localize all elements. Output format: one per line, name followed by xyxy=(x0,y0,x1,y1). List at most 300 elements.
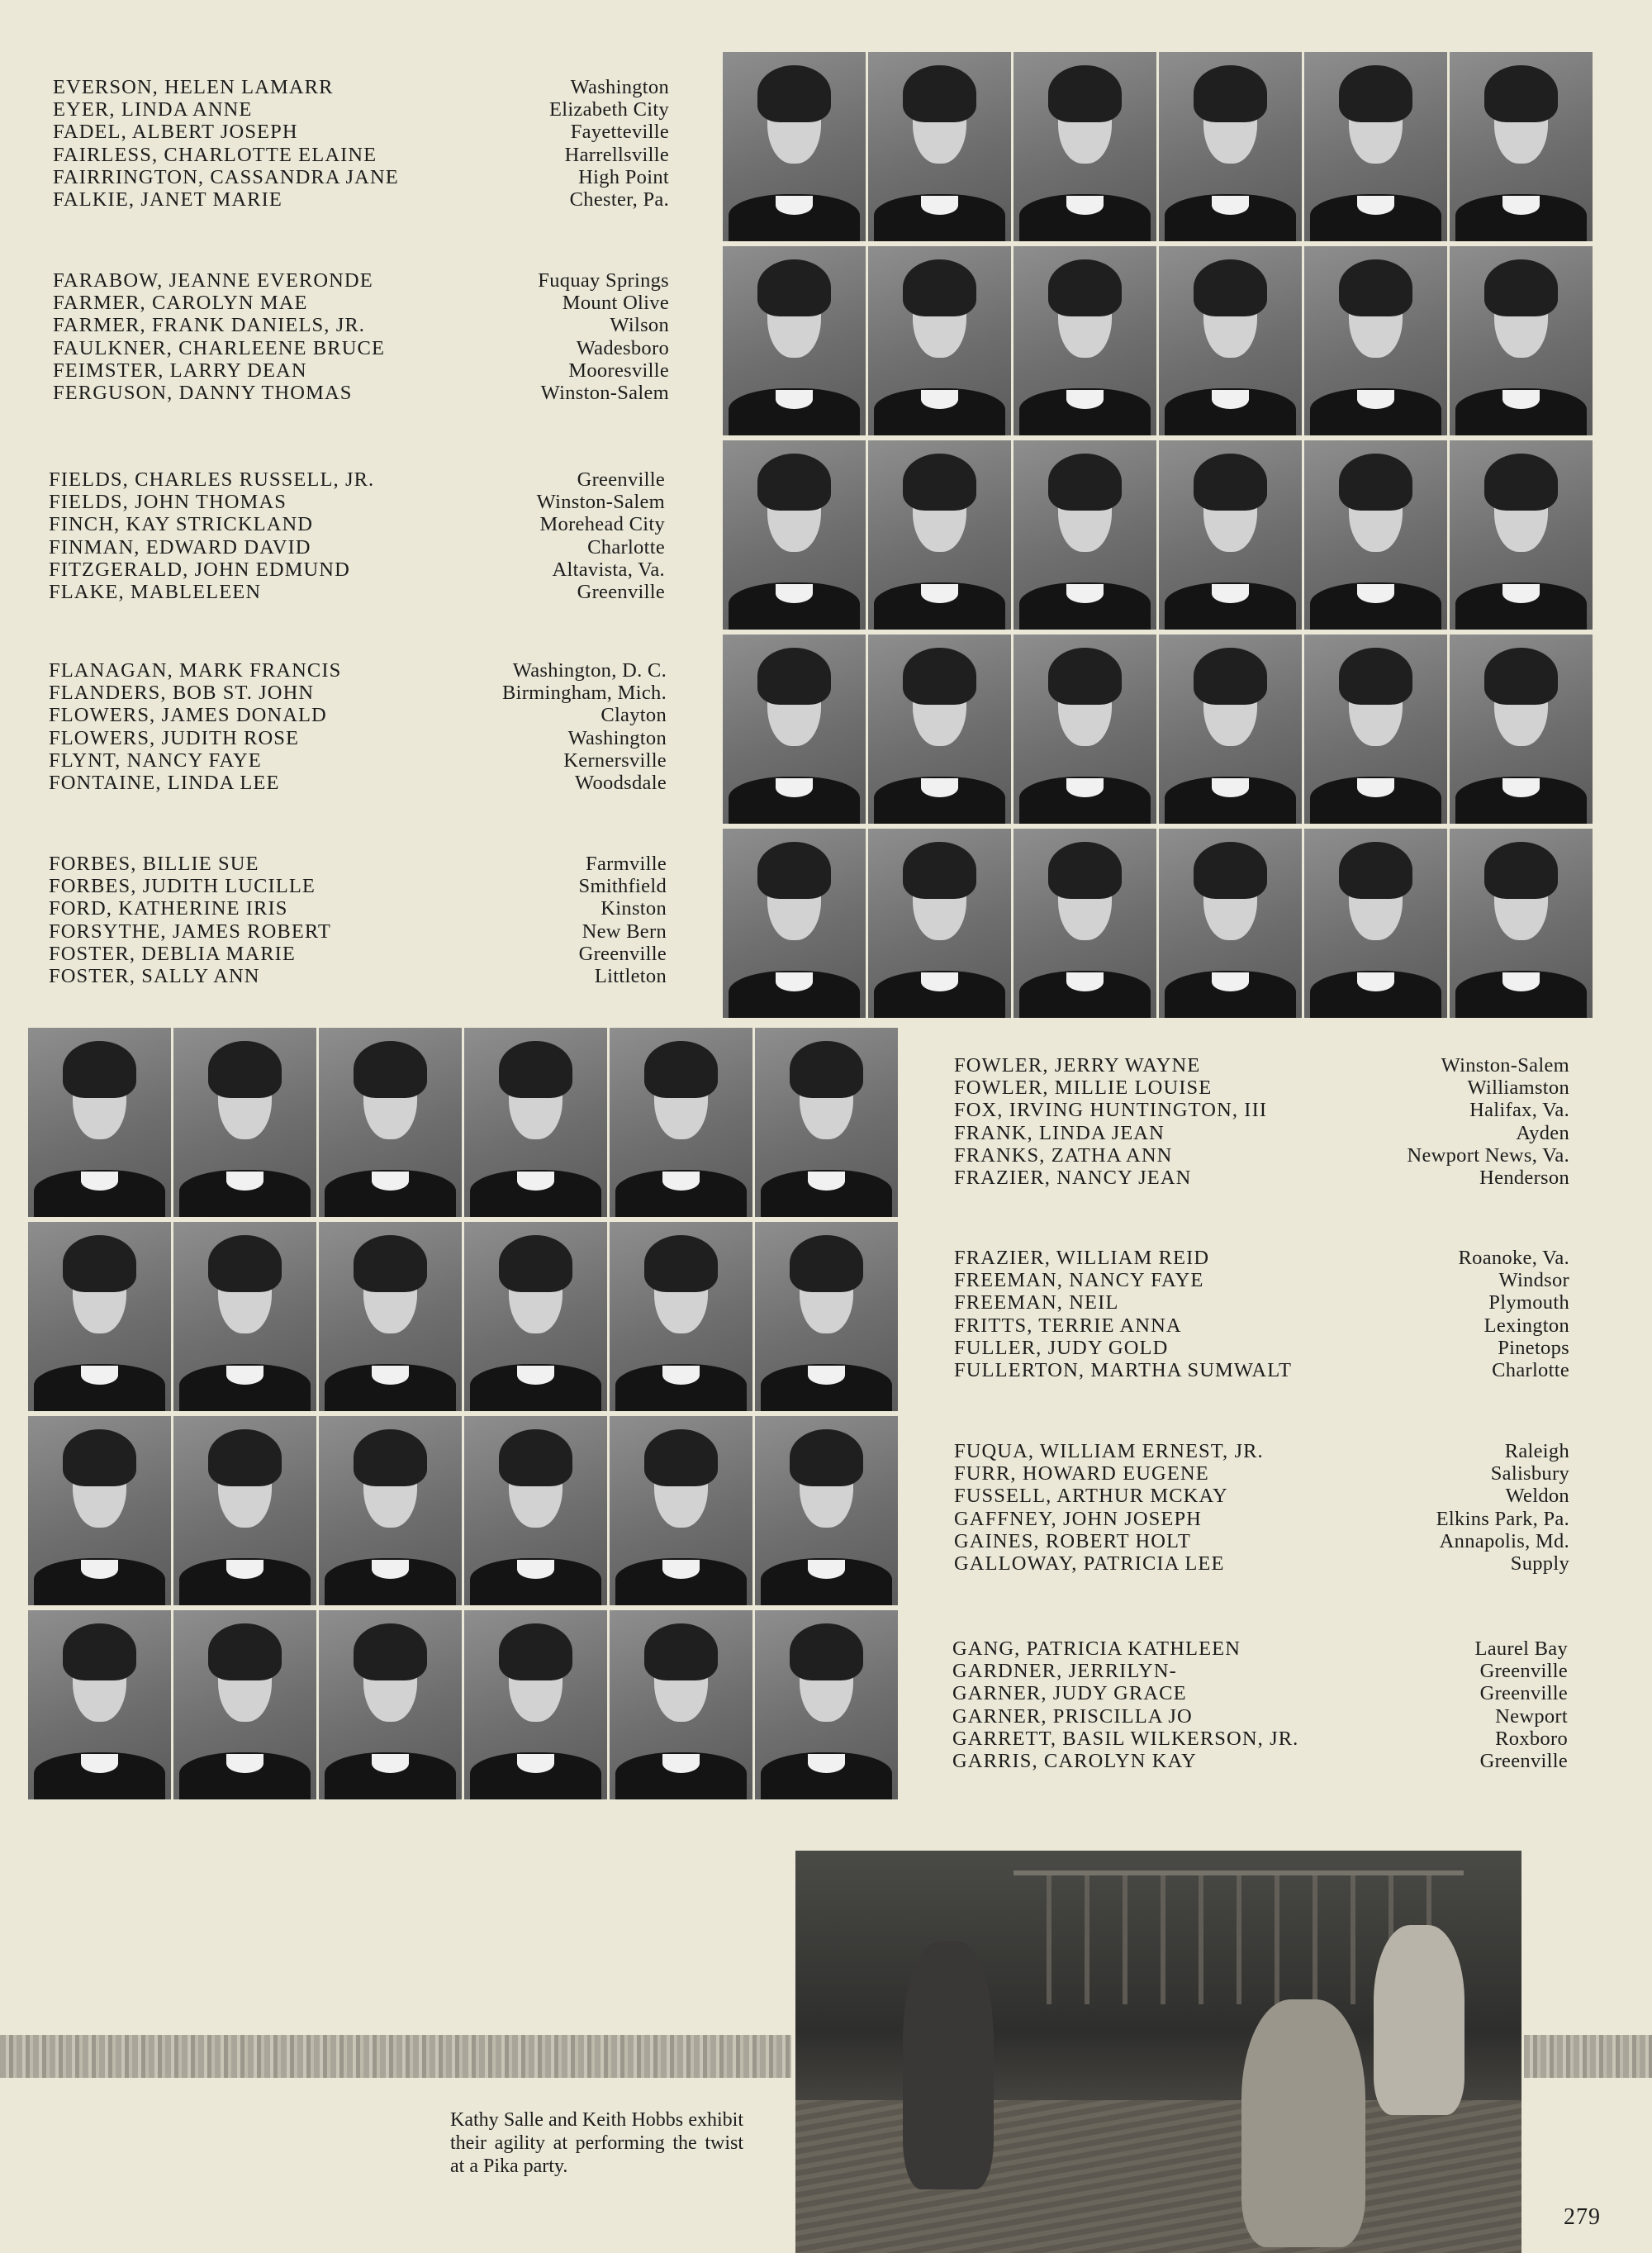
student-entry xyxy=(954,1552,1569,1575)
student-portrait xyxy=(28,1028,171,1217)
student-portrait xyxy=(464,1416,607,1605)
portrait-collar xyxy=(372,1754,409,1773)
student-entry xyxy=(49,581,665,603)
student-name: FOSTER, SALLY ANN xyxy=(49,964,260,987)
portrait-collar xyxy=(776,778,813,797)
portrait-hair xyxy=(757,842,832,899)
student-portrait xyxy=(1304,829,1447,1018)
portrait-collar xyxy=(1502,196,1540,215)
student-entry xyxy=(49,558,665,581)
student-portrait xyxy=(319,1222,462,1411)
portrait-collar xyxy=(517,1366,554,1385)
hometown: Ayden xyxy=(1516,1121,1569,1144)
hometown: Fayetteville xyxy=(570,121,669,144)
hometown: High Point xyxy=(578,165,669,188)
student-entry xyxy=(952,1705,1568,1728)
hometown: Roxboro xyxy=(1495,1727,1568,1750)
dancer-woman xyxy=(903,1942,994,2189)
student-name: FRANKS, ZATHA ANN xyxy=(954,1143,1173,1167)
photo-caption: Kathy Salle and Keith Hobbs exhibit their agility at performing the twist at a Pika party. xyxy=(450,2109,743,2177)
student-entry xyxy=(53,292,669,314)
party-dance-photo xyxy=(795,1851,1521,2253)
portrait-collar xyxy=(921,778,958,797)
student-name: FINCH, KAY STRICKLAND xyxy=(49,513,314,536)
student-name: EYER, LINDA ANNE xyxy=(53,98,253,121)
hometown: Supply xyxy=(1510,1552,1569,1575)
portrait-hair xyxy=(63,1235,137,1292)
portrait-collar xyxy=(517,1754,554,1773)
portrait-hair xyxy=(354,1623,428,1680)
hometown: Washington, D. C. xyxy=(512,659,667,682)
portrait-collar xyxy=(1212,390,1249,409)
hometown: Wilson xyxy=(610,314,669,337)
portrait-collar xyxy=(81,1366,118,1385)
student-entry xyxy=(53,144,669,166)
student-portrait xyxy=(319,1028,462,1217)
portrait-collar xyxy=(662,1366,700,1385)
student-portrait xyxy=(1450,829,1593,1018)
student-entry xyxy=(954,1269,1569,1291)
student-name: FORBES, BILLIE SUE xyxy=(49,853,259,875)
portrait-collar xyxy=(808,1366,845,1385)
hometown: Roanoke, Va. xyxy=(1458,1247,1569,1269)
hometown: Washington xyxy=(567,726,667,749)
portrait-hair xyxy=(208,1623,282,1680)
student-portrait xyxy=(1159,829,1302,1018)
student-name: FRANK, LINDA JEAN xyxy=(954,1121,1165,1144)
student-name: FIELDS, JOHN THOMAS xyxy=(49,491,287,514)
portrait-collar xyxy=(1212,972,1249,991)
student-name: FINMAN, EDWARD DAVID xyxy=(49,535,311,558)
student-entry xyxy=(49,897,667,920)
student-portrait xyxy=(1159,52,1302,241)
hometown: Altavista, Va. xyxy=(552,558,665,581)
student-portrait xyxy=(1014,440,1156,630)
student-name: FARMER, CAROLYN MAE xyxy=(53,292,308,315)
portrait-collar xyxy=(808,1560,845,1579)
hometown: Elkins Park, Pa. xyxy=(1436,1507,1569,1530)
portrait-hair xyxy=(1339,648,1413,705)
portrait-collar xyxy=(1357,778,1394,797)
student-portrait xyxy=(173,1028,316,1217)
student-entry xyxy=(53,188,669,211)
student-entry xyxy=(49,943,667,965)
student-portrait xyxy=(173,1610,316,1799)
portrait-hair xyxy=(903,648,977,705)
student-portrait xyxy=(28,1222,171,1411)
student-portrait xyxy=(723,829,866,1018)
portrait-hair xyxy=(499,1429,573,1486)
portrait-hair xyxy=(644,1235,719,1292)
hometown: Fuquay Springs xyxy=(538,269,669,292)
portrait-collar xyxy=(1357,196,1394,215)
student-portrait xyxy=(1014,52,1156,241)
portrait-collar xyxy=(1066,196,1104,215)
student-portrait xyxy=(723,52,866,241)
student-name: FREEMAN, NANCY FAYE xyxy=(954,1269,1204,1292)
portrait-collar xyxy=(1212,778,1249,797)
portrait-hair xyxy=(903,842,977,899)
student-entry xyxy=(954,1314,1569,1337)
hometown: Greenville xyxy=(1479,1660,1568,1683)
portrait-hair xyxy=(1484,454,1559,511)
hometown: Newport News, Va. xyxy=(1407,1143,1569,1167)
student-entry xyxy=(952,1637,1568,1660)
student-portrait xyxy=(464,1028,607,1217)
student-name: FOSTER, DEBLIA MARIE xyxy=(49,942,297,965)
portrait-hair xyxy=(1339,259,1413,316)
student-portrait xyxy=(755,1028,898,1217)
portrait-hair xyxy=(1194,65,1268,122)
portrait-hair xyxy=(790,1623,864,1680)
portrait-hair xyxy=(903,259,977,316)
student-name: FERGUSON, DANNY THOMAS xyxy=(53,381,353,404)
student-name: FARMER, FRANK DANIELS, JR. xyxy=(53,314,365,337)
student-entry xyxy=(954,1440,1569,1462)
portrait-hair xyxy=(757,648,832,705)
portrait-hair xyxy=(903,65,977,122)
portrait-hair xyxy=(1194,648,1268,705)
portrait-collar xyxy=(1502,972,1540,991)
student-name: FRAZIER, NANCY JEAN xyxy=(954,1166,1192,1189)
portrait-hair xyxy=(1339,454,1413,511)
student-entry xyxy=(53,337,669,359)
portrait-collar xyxy=(81,1560,118,1579)
student-entry xyxy=(49,965,667,987)
student-entry xyxy=(49,513,665,535)
portrait-collar xyxy=(1066,972,1104,991)
hometown: Mount Olive xyxy=(562,292,669,315)
hometown: Lexington xyxy=(1483,1314,1569,1337)
portrait-hair xyxy=(63,1623,137,1680)
student-entry xyxy=(53,121,669,143)
student-portrait xyxy=(610,1610,752,1799)
name-group-2 xyxy=(53,269,669,404)
portrait-collar xyxy=(372,1560,409,1579)
student-entry xyxy=(53,382,669,404)
student-name: GAINES, ROBERT HOLT xyxy=(954,1529,1191,1552)
hometown: New Bern xyxy=(582,920,667,943)
student-entry xyxy=(954,1359,1569,1381)
portrait-hair xyxy=(790,1429,864,1486)
student-portrait xyxy=(723,440,866,630)
portrait-collar xyxy=(1357,390,1394,409)
hometown: Greenville xyxy=(1479,1682,1568,1705)
portrait-collar xyxy=(81,1754,118,1773)
student-entry xyxy=(954,1167,1569,1189)
student-name: FEIMSTER, LARRY DEAN xyxy=(53,359,307,382)
portrait-hair xyxy=(208,1041,282,1098)
portrait-hair xyxy=(1194,842,1268,899)
portrait-hair xyxy=(208,1235,282,1292)
student-name: FORBES, JUDITH LUCILLE xyxy=(49,875,316,898)
portrait-hair xyxy=(757,259,832,316)
student-portrait xyxy=(610,1028,752,1217)
hometown: Williamston xyxy=(1467,1077,1569,1100)
portrait-collar xyxy=(81,1172,118,1191)
hometown: Winston-Salem xyxy=(540,381,669,404)
student-portrait xyxy=(319,1610,462,1799)
student-entry xyxy=(53,269,669,292)
student-entry xyxy=(954,1530,1569,1552)
portrait-grid-bottom xyxy=(28,1028,898,1799)
portrait-collar xyxy=(226,1560,263,1579)
student-portrait xyxy=(1014,829,1156,1018)
hometown: Kernersville xyxy=(563,749,667,772)
student-portrait xyxy=(1450,246,1593,435)
portrait-collar xyxy=(372,1172,409,1191)
portrait-hair xyxy=(644,1429,719,1486)
portrait-collar xyxy=(808,1754,845,1773)
hometown: Littleton xyxy=(594,964,667,987)
portrait-hair xyxy=(1484,648,1559,705)
student-entry xyxy=(952,1750,1568,1772)
student-name: GARRIS, CAROLYN KAY xyxy=(952,1749,1197,1772)
portrait-hair xyxy=(1339,65,1413,122)
portrait-hair xyxy=(208,1429,282,1486)
student-entry xyxy=(53,314,669,336)
student-name: GARDNER, JERRILYN- xyxy=(952,1660,1177,1683)
student-name: FUSSELL, ARTHUR MCKAY xyxy=(954,1485,1228,1508)
hometown: Plymouth xyxy=(1488,1291,1569,1314)
student-portrait xyxy=(464,1610,607,1799)
student-name: FREEMAN, NEIL xyxy=(954,1291,1119,1314)
student-entry xyxy=(49,704,667,726)
hometown: Newport xyxy=(1495,1704,1568,1728)
student-entry xyxy=(49,491,665,513)
name-group-7 xyxy=(954,1247,1569,1381)
name-group-6 xyxy=(954,1054,1569,1189)
portrait-collar xyxy=(662,1754,700,1773)
student-portrait xyxy=(868,246,1011,435)
portrait-collar xyxy=(1066,584,1104,603)
student-name: GANG, PATRICIA KATHLEEN xyxy=(952,1637,1241,1660)
student-portrait xyxy=(464,1222,607,1411)
portrait-hair xyxy=(1048,65,1123,122)
student-entry xyxy=(954,1291,1569,1314)
portrait-hair xyxy=(499,1041,573,1098)
student-name: FOWLER, JERRY WAYNE xyxy=(954,1054,1201,1077)
hometown: Weldon xyxy=(1505,1485,1569,1508)
portrait-collar xyxy=(921,390,958,409)
student-entry xyxy=(53,76,669,98)
student-entry xyxy=(49,920,667,943)
portrait-collar xyxy=(517,1172,554,1191)
portrait-hair xyxy=(354,1041,428,1098)
student-entry xyxy=(954,1485,1569,1507)
student-portrait xyxy=(1304,52,1447,241)
portrait-hair xyxy=(1484,65,1559,122)
portrait-hair xyxy=(1484,259,1559,316)
student-portrait xyxy=(610,1416,752,1605)
portrait-collar xyxy=(1066,390,1104,409)
student-portrait xyxy=(868,635,1011,824)
hometown: Smithfield xyxy=(578,875,667,898)
portrait-collar xyxy=(226,1172,263,1191)
student-name: FOX, IRVING HUNTINGTON, III xyxy=(954,1099,1268,1122)
student-entry xyxy=(954,1144,1569,1167)
student-name: FLOWERS, JAMES DONALD xyxy=(49,704,327,727)
student-name: GARRETT, BASIL WILKERSON, JR. xyxy=(952,1727,1299,1750)
student-entry xyxy=(952,1728,1568,1750)
portrait-hair xyxy=(354,1235,428,1292)
student-name: FOWLER, MILLIE LOUISE xyxy=(954,1077,1213,1100)
student-entry xyxy=(53,166,669,188)
student-name: FORD, KATHERINE IRIS xyxy=(49,897,288,920)
student-name: EVERSON, HELEN LAMARR xyxy=(53,76,334,98)
student-name: FIELDS, CHARLES RUSSELL, JR. xyxy=(49,468,375,491)
student-portrait xyxy=(28,1610,171,1799)
student-name: FORSYTHE, JAMES ROBERT xyxy=(49,920,331,943)
portrait-collar xyxy=(921,584,958,603)
student-portrait xyxy=(868,829,1011,1018)
portrait-collar xyxy=(776,196,813,215)
name-group-1 xyxy=(53,76,669,211)
student-entry xyxy=(49,659,667,682)
student-portrait xyxy=(755,1222,898,1411)
student-name: FLYNT, NANCY FAYE xyxy=(49,749,262,772)
dancer-man xyxy=(1241,1999,1365,2247)
portrait-grid-top xyxy=(723,52,1593,1018)
student-name: FRAZIER, WILLIAM REID xyxy=(954,1247,1210,1269)
student-entry xyxy=(49,727,667,749)
student-portrait xyxy=(868,440,1011,630)
student-portrait xyxy=(1450,440,1593,630)
student-entry xyxy=(954,1337,1569,1359)
student-portrait xyxy=(723,246,866,435)
student-portrait xyxy=(723,635,866,824)
student-name: FURR, HOWARD EUGENE xyxy=(954,1462,1209,1485)
name-group-9 xyxy=(952,1637,1568,1772)
student-entry xyxy=(49,749,667,772)
student-portrait xyxy=(1159,440,1302,630)
student-name: FLAKE, MABLELEEN xyxy=(49,580,262,603)
student-portrait xyxy=(868,52,1011,241)
student-portrait xyxy=(1450,52,1593,241)
student-entry xyxy=(954,1462,1569,1485)
hometown: Halifax, Va. xyxy=(1469,1099,1569,1122)
hometown: Greenville xyxy=(578,942,667,965)
portrait-hair xyxy=(757,65,832,122)
student-portrait xyxy=(319,1416,462,1605)
student-name: FLANAGAN, MARK FRANCIS xyxy=(49,659,342,682)
portrait-collar xyxy=(808,1172,845,1191)
student-entry xyxy=(49,468,665,491)
hometown: Woodsdale xyxy=(575,771,667,794)
portrait-hair xyxy=(644,1623,719,1680)
student-name: FRITTS, TERRIE ANNA xyxy=(954,1314,1182,1337)
student-portrait xyxy=(755,1610,898,1799)
name-group-5 xyxy=(49,853,667,987)
portrait-collar xyxy=(1212,584,1249,603)
portrait-collar xyxy=(662,1172,700,1191)
portrait-collar xyxy=(921,196,958,215)
hometown: Raleigh xyxy=(1504,1440,1569,1462)
portrait-hair xyxy=(354,1429,428,1486)
student-name: FAIRRINGTON, CASSANDRA JANE xyxy=(53,165,399,188)
student-name: GAFFNEY, JOHN JOSEPH xyxy=(954,1507,1202,1530)
portrait-hair xyxy=(790,1041,864,1098)
student-entry xyxy=(954,1054,1569,1077)
portrait-collar xyxy=(226,1366,263,1385)
portrait-hair xyxy=(757,454,832,511)
portrait-hair xyxy=(644,1041,719,1098)
student-entry xyxy=(53,359,669,382)
student-portrait xyxy=(1014,635,1156,824)
portrait-collar xyxy=(776,584,813,603)
page-number: 279 xyxy=(1564,2204,1601,2230)
portrait-collar xyxy=(1212,196,1249,215)
hometown: Winston-Salem xyxy=(536,491,665,514)
portrait-hair xyxy=(1048,454,1123,511)
portrait-collar xyxy=(1357,584,1394,603)
student-entry xyxy=(49,772,667,794)
student-name: FONTAINE, LINDA LEE xyxy=(49,771,280,794)
student-portrait xyxy=(1304,246,1447,435)
portrait-hair xyxy=(499,1235,573,1292)
student-entry xyxy=(954,1122,1569,1144)
portrait-collar xyxy=(1357,972,1394,991)
portrait-hair xyxy=(1194,259,1268,316)
student-name: FULLER, JUDY GOLD xyxy=(954,1336,1169,1359)
portrait-hair xyxy=(1048,648,1123,705)
portrait-hair xyxy=(63,1429,137,1486)
student-entry xyxy=(49,853,667,875)
hometown: Winston-Salem xyxy=(1441,1054,1569,1077)
student-name: FUQUA, WILLIAM ERNEST, JR. xyxy=(954,1440,1264,1462)
student-portrait xyxy=(1304,440,1447,630)
student-name: FAULKNER, CHARLEENE BRUCE xyxy=(53,336,386,359)
hometown: Mooresville xyxy=(568,359,669,382)
hometown: Harrellsville xyxy=(564,143,669,166)
student-portrait xyxy=(28,1416,171,1605)
name-group-3 xyxy=(49,468,665,603)
hometown: Wadesboro xyxy=(576,336,669,359)
student-name: FLANDERS, BOB ST. JOHN xyxy=(49,682,315,705)
student-entry xyxy=(952,1682,1568,1704)
portrait-collar xyxy=(1502,584,1540,603)
student-entry xyxy=(49,682,667,704)
name-group-4 xyxy=(49,659,667,794)
portrait-hair xyxy=(499,1623,573,1680)
student-entry xyxy=(952,1660,1568,1682)
student-entry xyxy=(53,98,669,121)
student-entry xyxy=(954,1247,1569,1269)
hometown: Annapolis, Md. xyxy=(1439,1529,1569,1552)
hometown: Birmingham, Mich. xyxy=(501,682,667,705)
portrait-collar xyxy=(1502,778,1540,797)
portrait-hair xyxy=(1048,842,1123,899)
student-name: FADEL, ALBERT JOSEPH xyxy=(53,121,298,144)
student-name: FITZGERALD, JOHN EDMUND xyxy=(49,558,350,581)
portrait-collar xyxy=(372,1366,409,1385)
dancer-background xyxy=(1374,1925,1464,2115)
portrait-hair xyxy=(790,1235,864,1292)
student-name: GARNER, JUDY GRACE xyxy=(952,1682,1187,1705)
portrait-collar xyxy=(226,1754,263,1773)
decorative-brush-band-left xyxy=(0,2035,791,2078)
student-portrait xyxy=(1159,635,1302,824)
portrait-hair xyxy=(1048,259,1123,316)
hometown: Kinston xyxy=(601,897,667,920)
portrait-collar xyxy=(776,972,813,991)
student-portrait xyxy=(1450,635,1593,824)
portrait-collar xyxy=(662,1560,700,1579)
student-name: FARABOW, JEANNE EVERONDE xyxy=(53,269,373,292)
hometown: Greenville xyxy=(1479,1749,1568,1772)
student-portrait xyxy=(1159,246,1302,435)
hometown: Pinetops xyxy=(1498,1336,1569,1359)
